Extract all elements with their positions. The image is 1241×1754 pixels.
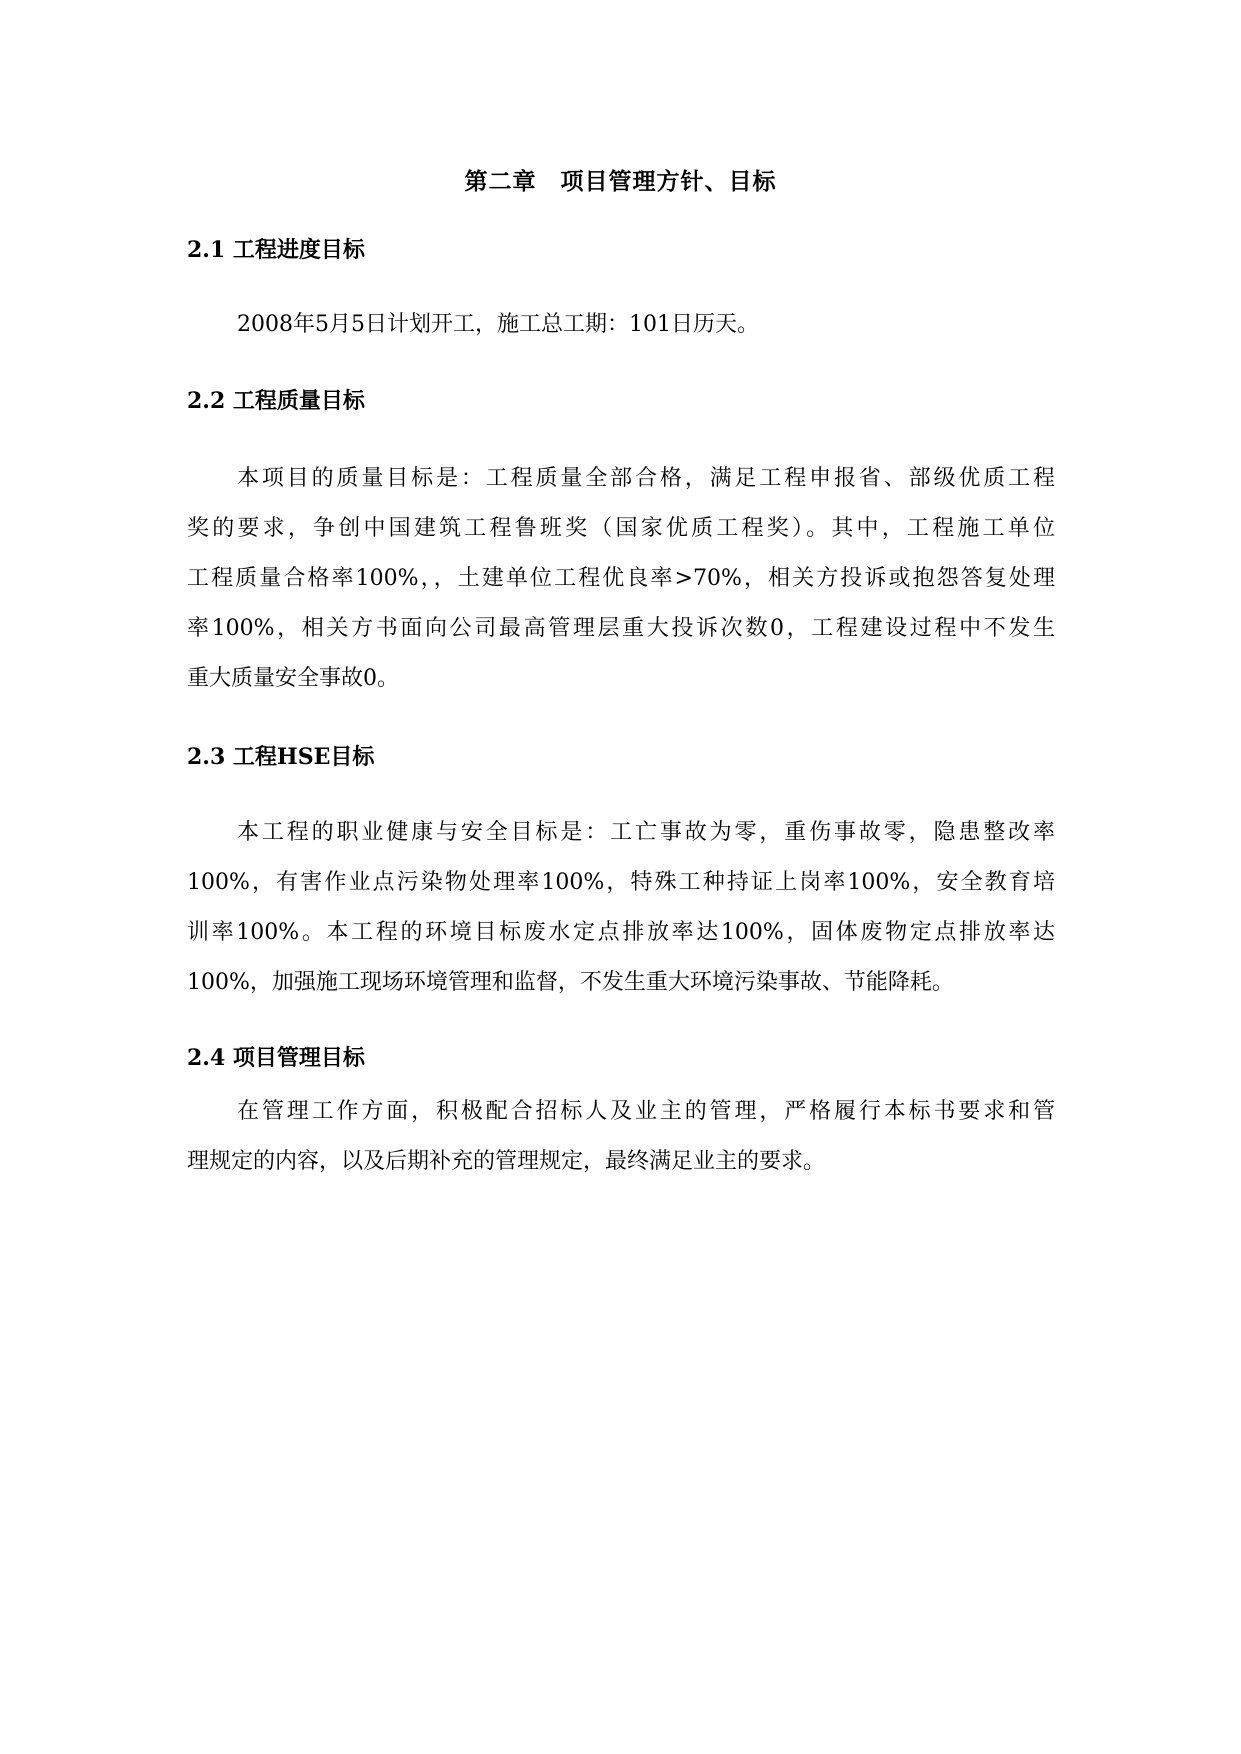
paragraph-line: 训率100%。本工程的环境目标废水定点排放率达100%，固体废物定点排放率达 [187, 920, 1055, 945]
chapter-title: 第二章 项目管理方针、目标 [464, 168, 777, 195]
paragraph-line: 工程质量合格率100%，，土建单位工程优良率>70%，相关方投诉或抱怨答复处理 [187, 566, 1055, 591]
section-heading-2-4: 2.4 项目管理目标 [187, 1045, 365, 1071]
section-heading-2-2: 2.2 工程质量目标 [187, 388, 365, 414]
section-heading-2-1: 2.1 工程进度目标 [187, 237, 365, 263]
section-heading-2-3: 2.3 工程HSE目标 [187, 744, 375, 770]
paragraph-line: 奖的要求，争创中国建筑工程鲁班奖（国家优质工程奖）。其中，工程施工单位 [187, 516, 1055, 541]
paragraph-line: 本项目的质量目标是：工程质量全部合格，满足工程申报省、部级优质工程 [237, 466, 1055, 491]
paragraph-line: 理规定的内容，以及后期补充的管理规定，最终满足业主的要求。 [187, 1149, 826, 1174]
paragraph-line: 在管理工作方面，积极配合招标人及业主的管理，严格履行本标书要求和管 [237, 1099, 1055, 1124]
paragraph-line: 率100%，相关方书面向公司最高管理层重大投诉次数0，工程建设过程中不发生 [187, 616, 1055, 641]
paragraph-line: 重大质量安全事故0。 [187, 666, 399, 691]
paragraph-line: 100%，加强施工现场环境管理和监督，不发生重大环境污染事故、节能降耗。 [187, 970, 954, 995]
paragraph-line: 本工程的职业健康与安全目标是：工亡事故为零，重伤事故零，隐患整改率 [237, 820, 1055, 845]
paragraph-line: 2008年5月5日计划开工，施工总工期：101日历天。 [237, 312, 759, 337]
paragraph-line: 100%，有害作业点污染物处理率100%，特殊工种持证上岗率100%，安全教育培 [187, 870, 1055, 895]
